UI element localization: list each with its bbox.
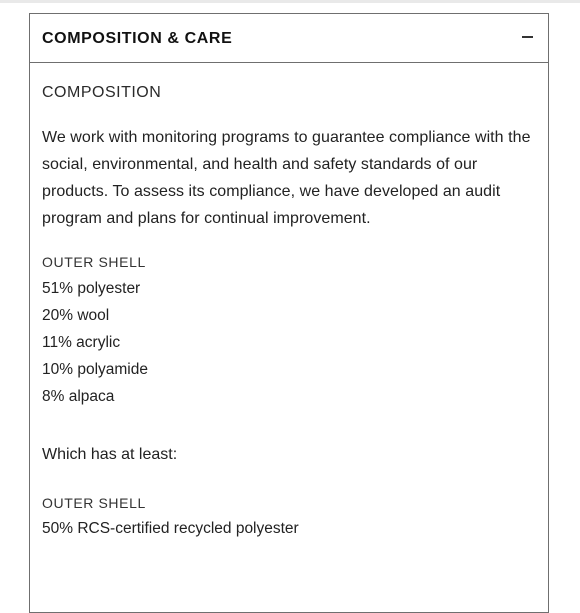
composition-care-accordion: [29, 13, 549, 613]
composition-description: We work with monitoring programs to guarantee compliance with the social, environmental, and health and safety standards of our products. To assess its compliance, we have developed an audit program and plans for continual improvement.: [42, 129, 531, 227]
material-item: 10% polyamide: [42, 361, 148, 378]
certified-material-item: 50% RCS-certified recycled polyester: [42, 520, 299, 537]
minus-icon[interactable]: [520, 30, 534, 44]
which-has-label: Which has at least:: [42, 446, 178, 463]
certified-materials-list: [42, 516, 536, 542]
accordion-content: [30, 63, 548, 542]
certified-outer-shell-label: OUTER SHELL: [42, 495, 146, 511]
accordion-title: COMPOSITION & CARE: [42, 30, 233, 47]
outer-shell-label: OUTER SHELL: [42, 254, 146, 270]
materials-list: [42, 275, 536, 410]
material-item: 11% acrylic: [42, 334, 121, 351]
material-item: 8% alpaca: [42, 388, 115, 405]
page-top-edge: [0, 0, 580, 3]
composition-heading: COMPOSITION: [42, 84, 162, 101]
material-item: 20% wool: [42, 307, 110, 324]
accordion-header[interactable]: [30, 14, 548, 63]
material-item: 51% polyester: [42, 280, 141, 297]
